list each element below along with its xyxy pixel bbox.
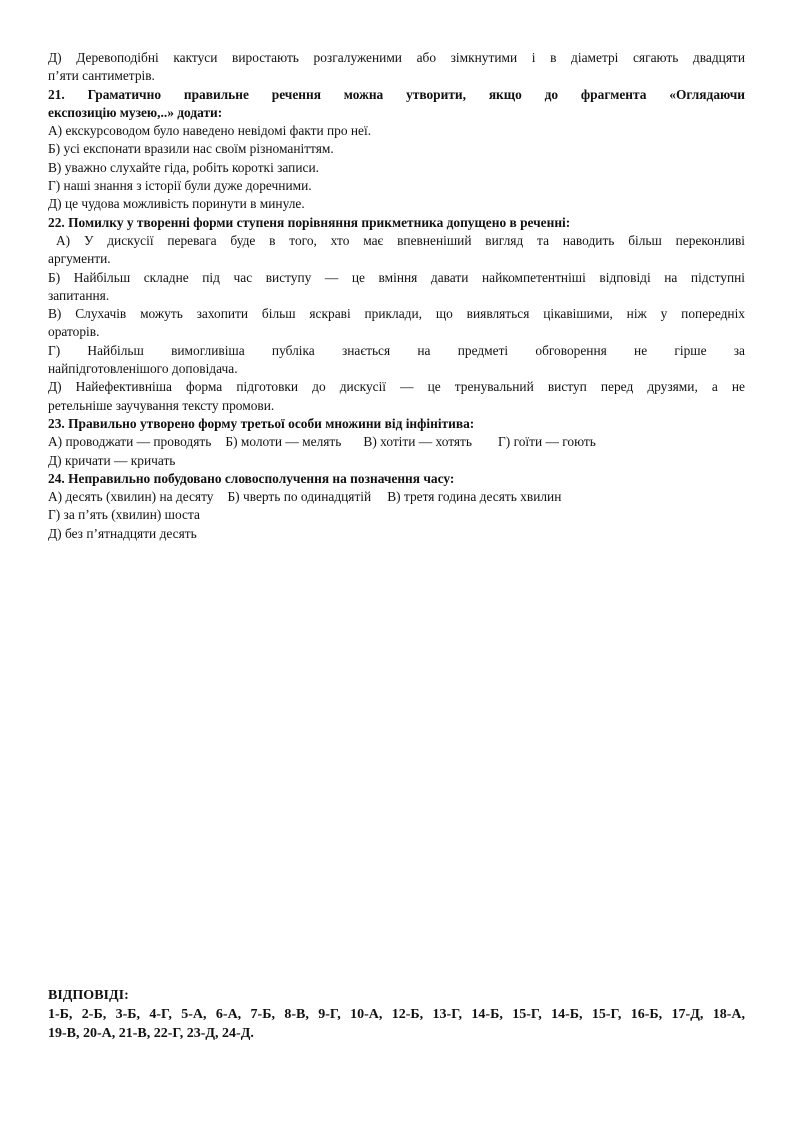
q21-option-a: А) екскурсоводом було наведено невідомі факти про неї. [48,123,372,139]
q22-option-b-line1: Б) Найбільш складне під час виступу — це вміння давати найкомпетентніші відповіді на підступні [48,269,745,285]
q20-option-d-line1: Д) Деревоподібні кактуси виростають розгалуженими або зімкнутими і в діаметрі сягають двадцяти [48,50,745,65]
q23-option-b: Б) молоти — мелять [225,434,342,450]
q22-title: 22. Помилку у творенні форми ступеня порівняння прикметника допущено в реченні: [48,214,571,230]
q23-options-row [48,433,745,451]
q24-option-d: Д) без п’ятнадцяти десять [48,525,197,541]
q21-option-v: В) уважно слухайте гіда, робіть короткі записи. [48,159,319,175]
q24-options-row [48,488,745,506]
answers-line2: 19-В, 20-А, 21-В, 22-Г, 23-Д, 24-Д. [48,1025,254,1041]
q22-option-v-line2: ораторів. [48,324,100,340]
q24-option-a: А) десять (хвилин) на десяту [48,489,214,505]
q22-option-g-line2: найпідготовленішого доповідача. [48,361,238,377]
q23-option-v: В) хотіти — хотять [363,434,473,450]
q24-title: 24. Неправильно побудовано словосполучення на позначення часу: [48,470,455,486]
q21-title-line1: 21. Граматично правильне речення можна утворити, якщо до фрагмента «Оглядаючи [48,86,745,102]
q22-option-v-line1: В) Слухачів можуть захопити більш яскраві приклади, що виявляться цікавішими, ніж у попередніх [48,306,745,322]
q22-option-a-line1: А) У дискусії перевага буде в того, хто має впевненіший вигляд та наводить більш переконливі [56,232,745,248]
q21-title-line2: експозицію музею,..» додати: [48,104,223,120]
q23-option-a: А) проводжати — проводять [48,434,212,450]
q23-option-d: Д) кричати — кричать [48,452,176,468]
q22-option-a-line2: аргументи. [48,251,111,267]
q23-option-g: Г) гоїти — гоють [498,434,596,450]
q21-option-b: Б) усі експонати вразили нас своїм різноманіттям. [48,141,334,157]
q23-title: 23. Правильно утворено форму третьої особи множини від інфінітива: [48,415,475,431]
q21-option-g: Г) наші знання з історії були дуже доречними. [48,178,312,194]
document-body [48,49,745,543]
q22-option-d-line2: ретельніше заучування тексту промови. [48,397,275,413]
q22-option-d-line1: Д) Найефективніша форма підготовки до дискусії — це тренувальний виступ перед друзями, а не [48,379,745,395]
q22-option-b-line2: запитання. [48,287,110,303]
answers-heading: ВІДПОВІДІ: [48,988,129,1003]
answers-line1: 1-Б, 2-Б, 3-Б, 4-Г, 5-А, 6-А, 7-Б, 8-В, 9-Г, 10-А, 12-Б, 13-Г, 14-Б, 15-Г, 14-Б, 15-Г, 16-Б, 17-Д, 18-А, [48,1006,745,1022]
answers-section [48,987,745,1043]
q24-option-b: Б) чверть по одинадцятій [227,489,372,505]
q24-option-g: Г) за п’ять (хвилин) шоста [48,507,200,523]
q22-option-g-line1: Г) Найбільш вимогливіша публіка знається на предметі обговорення не гірше за [48,342,745,358]
q21-option-d: Д) це чудова можливість поринути в минуле. [48,196,305,212]
q24-option-v: В) третя година десять хвилин [387,489,562,505]
q20-option-d-line2: п’яти сантиметрів. [48,68,155,84]
